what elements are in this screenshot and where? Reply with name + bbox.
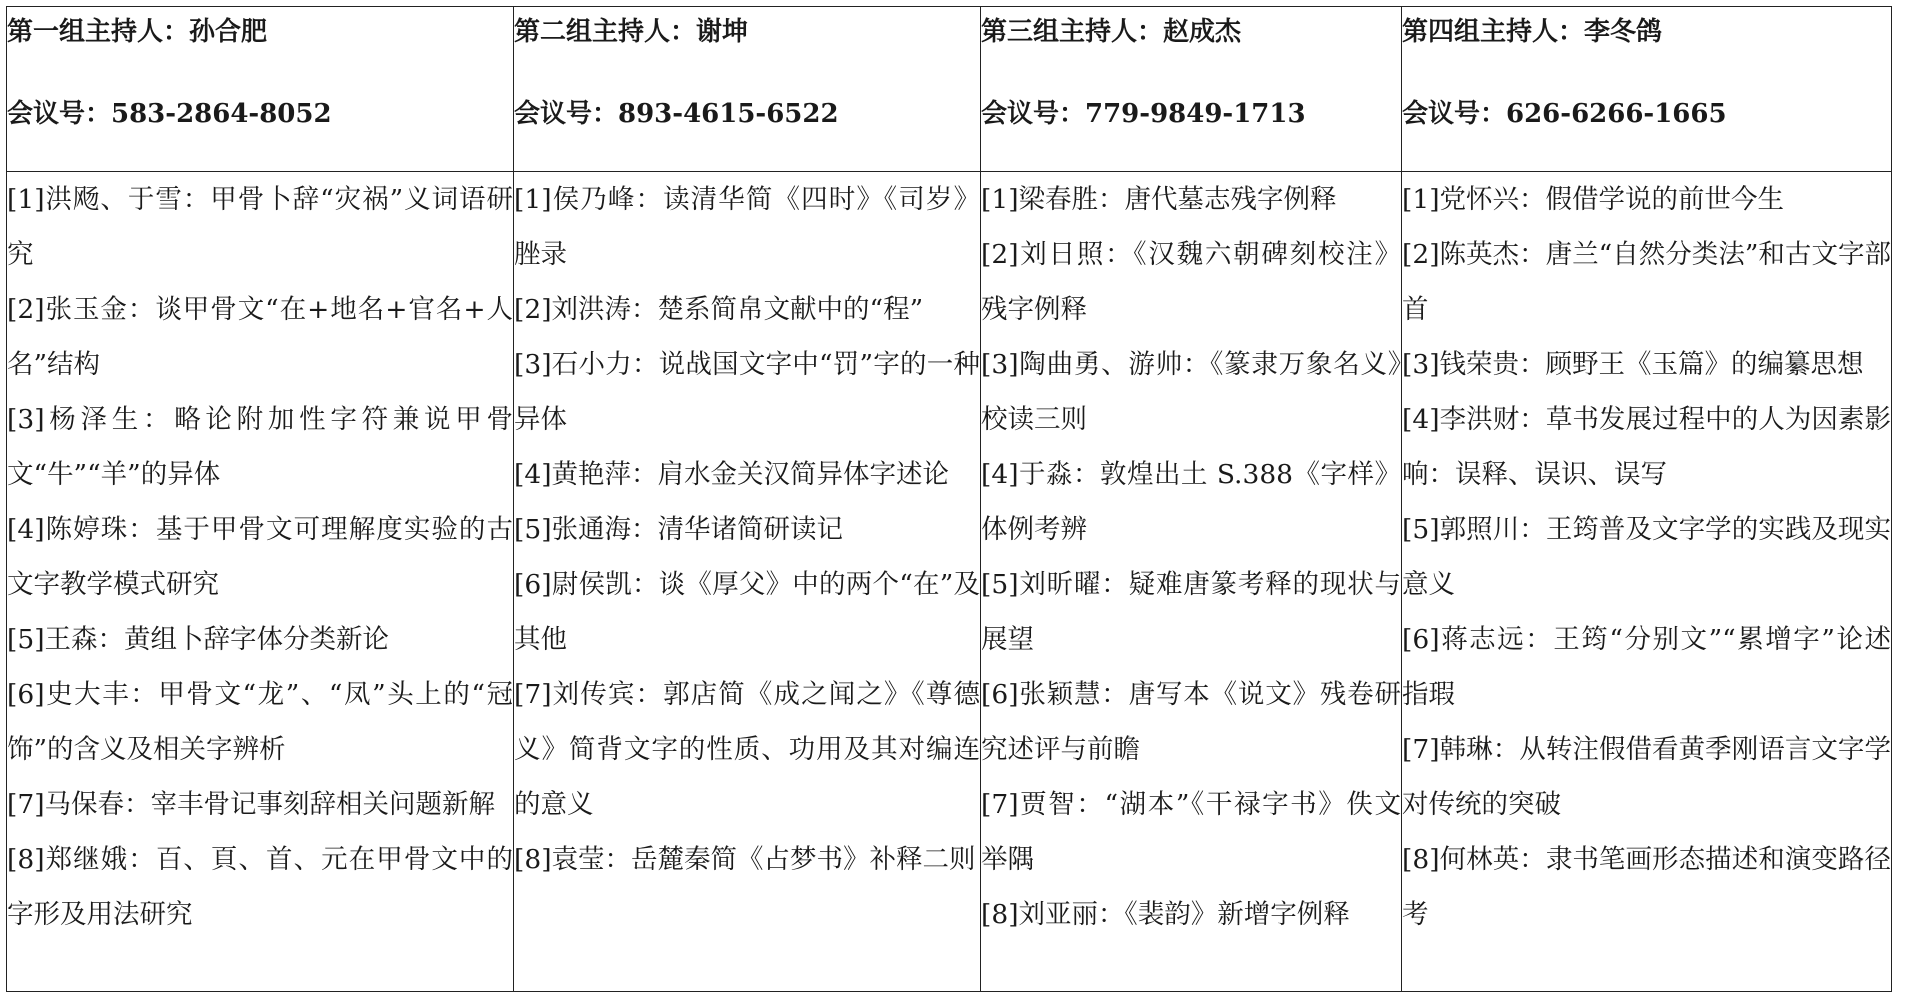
paper-item: [5]刘昕曜：疑难唐篆考释的现状与展望 [981,569,1401,655]
group-2-paper-list [514,172,980,887]
paper-item: [4]陈婷珠：基于甲骨文可理解度实验的古文字教学模式研究 [7,514,513,600]
paper-item: [3]杨泽生：略论附加性字符兼说甲骨文“牛”“羊”的异体 [7,404,513,490]
paper-item: [7]马保春：宰丰骨记事刻辞相关问题新解 [7,789,496,820]
papers-row [7,172,1892,992]
paper-item: [5]王森：黄组卜辞字体分类新论 [7,624,390,655]
group-1-header [7,7,514,172]
paper-item: [2]张玉金：谈甲骨文“在+地名+官名+人名”结构 [7,294,513,380]
group-3-host: 第三组主持人：赵成杰 [981,17,1242,47]
paper-item: [1]党怀兴：假借学说的前世今生 [1402,184,1785,215]
group-2-papers [514,172,981,992]
paper-item: [4]李洪财：草书发展过程中的人为因素影响：误释、误识、误写 [1402,404,1891,490]
group-4-host: 第四组主持人：李冬鸽 [1402,17,1663,47]
paper-item: [7]贾智：“湖本”《干禄字书》佚文举隅 [981,789,1401,875]
paper-item: [2]陈英杰：唐兰“自然分类法”和古文字部首 [1402,239,1891,325]
paper-item: [2]刘日照：《汉魏六朝碑刻校注》残字例释 [981,239,1401,325]
paper-item: [6]史大丰：甲骨文“龙”、“凤”头上的“冠饰”的含义及相关字辨析 [7,679,513,765]
group-1-meeting-id: 会议号：583-2864-8052 [7,99,332,129]
paper-item: [4]于淼：敦煌出土 S.388《字样》体例考辨 [981,459,1401,545]
paper-item: [4]黄艳萍：肩水金关汉简异体字述论 [514,459,950,490]
paper-item: [8]郑继娥：百、頁、首、元在甲骨文中的字形及用法研究 [7,844,513,930]
group-schedule-table [6,6,1892,992]
paper-item: [1]洪飏、于雪：甲骨卜辞“灾祸”义词语研究 [7,184,513,270]
paper-item: [6]尉侯凯：谈《厚父》中的两个“在”及其他 [514,569,980,655]
paper-item: [3]陶曲勇、游帅：《篆隶万象名义》校读三则 [981,349,1401,435]
group-3-header [981,7,1402,172]
group-1-paper-list [7,172,513,942]
paper-item: [8]袁莹：岳麓秦简《占梦书》补释二则 [514,844,976,875]
group-3-paper-list [981,172,1401,942]
group-2-host: 第二组主持人：谢坤 [514,17,749,47]
paper-item: [2]刘洪涛：楚系简帛文献中的“程” [514,294,924,325]
paper-item: [1]梁春胜：唐代墓志残字例释 [981,184,1337,215]
group-2-header [514,7,981,172]
group-4-papers [1402,172,1892,992]
paper-item: [7]刘传宾：郭店简《成之闻之》《尊德义》简背文字的性质、功用及其对编连的意义 [514,679,980,820]
paper-item: [3]石小力：说战国文字中“罚”字的一种异体 [514,349,980,435]
paper-item: [6]张颖慧：唐写本《说文》残卷研究述评与前瞻 [981,679,1401,765]
paper-item: [7]韩琳：从转注假借看黄季刚语言文字学对传统的突破 [1402,734,1891,820]
group-3-meeting-id: 会议号：779-9849-1713 [981,99,1306,129]
paper-item: [3]钱荣贵：顾野王《玉篇》的编纂思想 [1402,349,1864,380]
group-4-paper-list [1402,172,1891,942]
paper-item: [1]侯乃峰：读清华简《四时》《司岁》 脞录 [514,184,980,270]
group-3-papers [981,172,1402,992]
paper-item: [5]张通海：清华诸简研读记 [514,514,844,545]
paper-item: [8]何林英：隶书笔画形态描述和演变路径考 [1402,844,1891,930]
group-4-meeting-id: 会议号：626-6266-1665 [1402,99,1727,129]
paper-item: [8]刘亚丽：《裴韵》新增字例释 [981,899,1350,930]
group-1-papers [7,172,514,992]
group-4-header [1402,7,1892,172]
group-2-meeting-id: 会议号：893-4615-6522 [514,99,839,129]
group-1-host: 第一组主持人：孙合肥 [7,17,268,47]
paper-item: [5]郭照川：王筠普及文字学的实践及现实意义 [1402,514,1891,600]
header-row [7,7,1892,172]
paper-item: [6]蒋志远：王筠“分别文”“累增字”论述指瑕 [1402,624,1891,710]
